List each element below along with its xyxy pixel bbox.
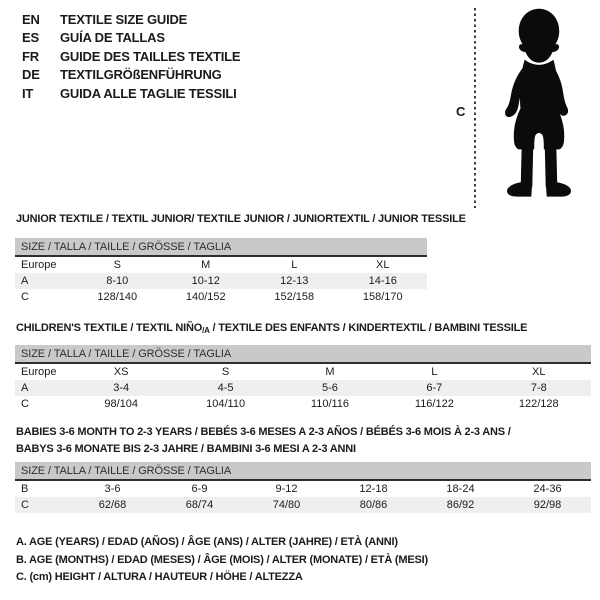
- table-row-age-months: [15, 480, 591, 497]
- table-row-height: [15, 396, 591, 412]
- footnote-b: B. AGE (MONTHS) / EDAD (MESES) / ÂGE (MOIS) / ALTER (MONATE) / ETÀ (MESI): [16, 553, 428, 566]
- language-legend: [22, 11, 240, 103]
- size-cell: M: [201, 259, 211, 271]
- size-header: SIZE / TALLA / TAILLE / GRÖSSE / TAGLIA: [15, 345, 591, 363]
- height-measure-label: C: [456, 104, 466, 119]
- size-cell: L: [291, 259, 298, 271]
- table-row-age: [15, 380, 591, 396]
- size-cell: XL: [532, 366, 546, 378]
- section-title-part: / TEXTILE DES ENFANTS / KINDERTEXTIL / BAMBINI TESSILE: [209, 322, 528, 334]
- row-label: C: [21, 398, 29, 410]
- size-cell: 3-6: [104, 483, 121, 495]
- size-cell: 110/116: [310, 398, 350, 410]
- size-cell: 3-4: [69, 380, 173, 396]
- size-cell: 18-24: [446, 483, 475, 495]
- footnote-a: A. AGE (YEARS) / EDAD (AÑOS) / ÂGE (ANS) / ALTER (JAHRE) / ETÀ (ANNI): [16, 536, 398, 548]
- table-header-row: [15, 462, 591, 480]
- language-row-de: [22, 66, 240, 84]
- table-row-europe: [15, 363, 591, 380]
- size-cell: 98/104: [104, 398, 139, 410]
- size-cell: M: [325, 366, 335, 378]
- row-label: Europe: [21, 366, 57, 378]
- footnote-c: C. (cm) HEIGHT / ALTURA / HAUTEUR / HÖHE / ALTEZZA: [16, 571, 303, 584]
- size-cell: 104/110: [206, 398, 246, 410]
- baby-silhouette-icon: [486, 4, 592, 210]
- language-row-it: [22, 85, 240, 103]
- size-cell: XL: [376, 259, 390, 271]
- size-cell: 68/74: [156, 497, 243, 513]
- size-cell: 116/122: [414, 398, 454, 410]
- size-cell: 128/140: [97, 291, 138, 303]
- language-code: EN: [22, 12, 40, 27]
- section-title-subscript: /A: [202, 326, 210, 335]
- section-title-babies: [16, 424, 511, 457]
- table-row-europe: [15, 256, 427, 273]
- size-cell: 140/152: [185, 291, 226, 303]
- section-title-line1: BABIES 3-6 MONTH TO 2-3 YEARS / BEBÉS 3-6 MESES A 2-3 AÑOS / BÉBÉS 3-6 MOIS À 2-3 ANS /: [16, 426, 511, 438]
- row-label: B: [21, 483, 29, 495]
- section-title-children: [16, 322, 527, 335]
- row-label: A: [15, 380, 69, 396]
- table-row-age: [15, 273, 427, 289]
- language-label: TEXTILE SIZE GUIDE: [60, 12, 188, 27]
- table-row-height: [15, 289, 427, 305]
- size-cell: S: [221, 366, 230, 378]
- size-header: SIZE / TALLA / TAILLE / GRÖSSE / TAGLIA: [15, 238, 427, 256]
- size-cell: XS: [113, 366, 129, 378]
- language-label: TEXTILGRÖßENFÜHRUNG: [60, 67, 222, 83]
- size-header: SIZE / TALLA / TAILLE / GRÖSSE / TAGLIA: [15, 462, 591, 480]
- table-row-height: [15, 497, 591, 513]
- legend-footnotes: [16, 534, 428, 587]
- size-cell: 14-16: [339, 273, 428, 289]
- section-title-line2: BABYS 3-6 MONATE BIS 2-3 JAHRE / BAMBINI 3-6 MESI A 2-3 ANNI: [16, 442, 356, 455]
- size-cell: 12-18: [359, 483, 388, 495]
- size-cell: 5-6: [278, 380, 382, 396]
- language-code: IT: [22, 85, 34, 101]
- size-cell: 12-13: [250, 273, 339, 289]
- size-cell: S: [113, 259, 121, 271]
- size-cell: 6-7: [382, 380, 486, 396]
- size-table-babies: [15, 462, 591, 513]
- language-label: GUIDA ALLE TAGLIE TESSILI: [60, 85, 237, 101]
- size-cell: 6-9: [191, 483, 208, 495]
- table-header-row: [15, 345, 591, 363]
- language-code: DE: [22, 67, 40, 83]
- size-cell: 8-10: [73, 273, 162, 289]
- language-label: GUÍA DE TALLAS: [60, 30, 165, 46]
- size-cell: 86/92: [417, 497, 504, 513]
- size-cell: 9-12: [275, 483, 298, 495]
- row-label: Europe: [21, 259, 57, 271]
- row-label: A: [15, 273, 73, 289]
- language-code: ES: [22, 30, 39, 46]
- size-cell: 158/170: [362, 291, 403, 303]
- size-table-children: [15, 345, 591, 412]
- size-cell: 92/98: [504, 497, 591, 513]
- row-label: C: [21, 291, 29, 303]
- section-title-junior: JUNIOR TEXTILE / TEXTIL JUNIOR/ TEXTILE JUNIOR / JUNIORTEXTIL / JUNIOR TESSILE: [16, 213, 466, 225]
- size-cell: 62/68: [69, 497, 156, 513]
- size-cell: 10-12: [162, 273, 251, 289]
- row-label: C: [15, 497, 69, 513]
- table-header-row: [15, 238, 427, 256]
- size-cell: 152/158: [274, 291, 315, 303]
- size-cell: 7-8: [487, 380, 591, 396]
- language-row-en: [22, 11, 240, 29]
- language-label: GUIDE DES TAILLES TEXTILE: [60, 48, 241, 64]
- height-measure-dotted-line: [474, 8, 476, 208]
- language-row-es: [22, 29, 240, 47]
- language-code: FR: [22, 48, 39, 64]
- size-cell: 80/86: [330, 497, 417, 513]
- size-cell: 74/80: [243, 497, 330, 513]
- size-cell: L: [431, 366, 438, 378]
- size-cell: 24-36: [533, 483, 562, 495]
- language-row-fr: [22, 48, 240, 66]
- section-title-part: CHILDREN'S TEXTILE / TEXTIL NIÑO: [16, 322, 203, 334]
- size-cell: 4-5: [173, 380, 277, 396]
- size-table-junior: [15, 238, 427, 305]
- size-cell: 122/128: [518, 398, 559, 410]
